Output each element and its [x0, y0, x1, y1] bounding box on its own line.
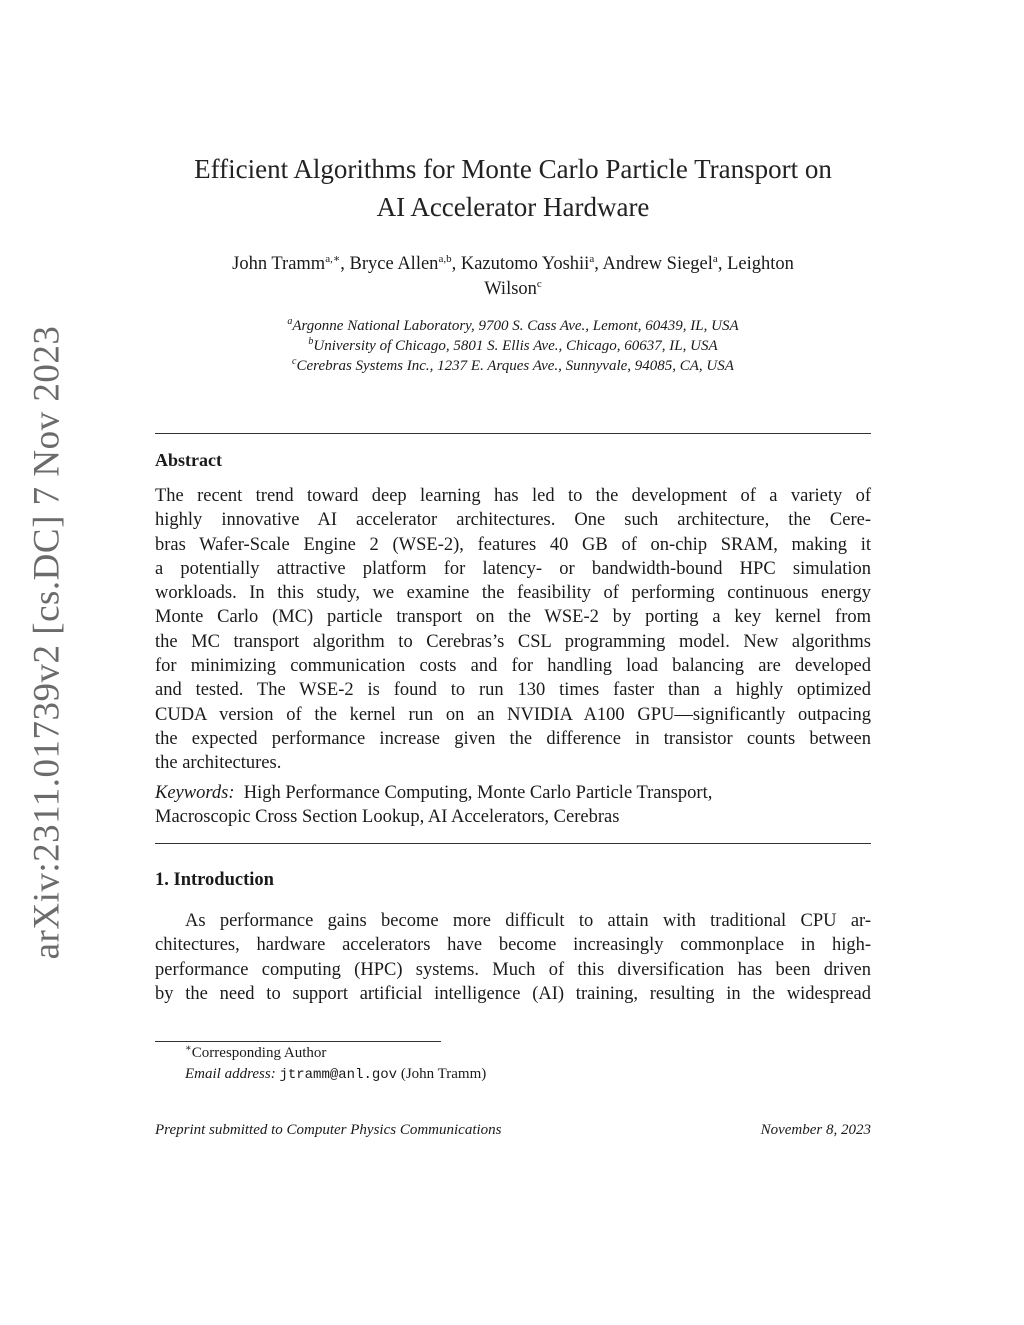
abstract-line: a potentially attractive platform for latency- or bandwidth-bound HPC simulation — [155, 558, 871, 579]
affiliation-item — [155, 316, 871, 336]
introduction-line: chitectures, hardware accelerators have become increasingly commonplace in high- — [155, 935, 871, 956]
footnote-corresponding — [185, 1043, 486, 1064]
email-address-link[interactable]: jtramm@anl.gov — [279, 1067, 398, 1083]
author-name: Leighton — [727, 254, 794, 274]
email-label: Email address: — [185, 1066, 276, 1082]
author-affiliation-mark: a,∗ — [325, 252, 341, 265]
affiliation-mark: b — [308, 336, 314, 347]
abstract-line: CUDA version of the kernel run on an NVIDIA A100 GPU—significantly outpacing — [155, 704, 871, 725]
abstract-heading: Abstract — [155, 450, 222, 470]
introduction-line: As performance gains become more difficult to attain with traditional CPU ar- — [185, 911, 871, 931]
abstract-line: the MC transport algorithm to Cerebras’s CSL programming model. New algorithms — [155, 631, 871, 652]
footer-date: November 8, 2023 — [760, 1122, 871, 1138]
introduction-body — [155, 909, 871, 1006]
author-name: John Tramm — [232, 254, 326, 274]
abstract-line: for minimizing communication costs and for handling load balancing are developed — [155, 656, 871, 677]
footnote-rule — [155, 1041, 441, 1042]
affiliation-item — [155, 336, 871, 356]
author-name: Kazutomo Yoshii — [460, 254, 590, 274]
abstract-line: the expected performance increase given the difference in transistor counts between — [155, 728, 871, 749]
abstract-body — [155, 484, 871, 776]
author-affiliation-mark: a — [589, 252, 595, 265]
affiliation-item — [155, 356, 871, 376]
keywords-text: Macroscopic Cross Section Lookup, AI Accelerators, Cerebras — [155, 807, 620, 828]
keywords-text: High Performance Computing, Monte Carlo Particle Transport, — [243, 783, 713, 803]
abstract-line: the architectures. — [155, 753, 282, 774]
affiliation-list — [155, 316, 871, 376]
abstract-line: and tested. The WSE-2 is found to run 130 times faster than a highly optimized — [155, 680, 871, 701]
author-name: Andrew Siegel — [602, 254, 713, 274]
abstract-line: highly innovative AI accelerator architectures. One such architecture, the Cere- — [155, 510, 871, 531]
introduction-line: by the need to support artificial intelligence (AI) training, resulting in the widespread — [155, 983, 871, 1004]
abstract-line: workloads. In this study, we examine the feasibility of performing continuous energy — [155, 583, 871, 604]
email-owner: (John Tramm) — [400, 1066, 487, 1082]
author-affiliation-mark: a — [712, 252, 718, 265]
footnote-corresponding-text: Corresponding Author — [191, 1045, 327, 1061]
affiliation-mark: a — [287, 316, 293, 327]
affiliation-text: Argonne National Laboratory, 9700 S. Cass Ave., Lemont, 60439, IL, USA — [292, 318, 739, 334]
footnote-email — [185, 1064, 486, 1086]
paper-title — [155, 150, 871, 226]
author-list: John Tramm$^{a,∗}$, Bryce Allen$^{a,b}$, Kazutomo Yoshii$^a$, Andrew Siegel$^a$, Leighton Wilson$^c$ — [232, 252, 794, 299]
keywords-label: Keywords: — [155, 783, 235, 803]
keywords-line — [155, 781, 871, 805]
author-affiliation-mark: a,b — [438, 252, 452, 265]
abstract-line: bras Wafer-Scale Engine 2 (WSE-2), features 40 GB of on-chip SRAM, making it — [155, 534, 871, 555]
affiliation-text: University of Chicago, 5801 S. Ellis Ave., Chicago, 60637, IL, USA — [313, 338, 718, 354]
abstract-line: Monte Carlo (MC) particle transport on the WSE-2 by porting a key kernel from — [155, 607, 871, 628]
footnote-mark: ∗ — [185, 1043, 192, 1054]
arxiv-identifier-text: arXiv:2311.01739v2 [cs.DC] 7 Nov 2023 — [26, 325, 68, 960]
section-heading-introduction: 1. Introduction — [155, 870, 274, 890]
abstract-line: The recent trend toward deep learning has led to the development of a variety of — [155, 486, 871, 506]
footer-preprint-note: Preprint submitted to Computer Physics Communications — [155, 1122, 502, 1138]
abstract-bottom-rule — [155, 843, 871, 844]
arxiv-identifier-stamp — [24, 325, 70, 960]
keywords-block — [155, 781, 871, 830]
affiliation-mark: c — [292, 356, 297, 367]
abstract-top-rule — [155, 433, 871, 434]
footnote — [185, 1043, 486, 1086]
paper-title-line-2: AI Accelerator Hardware — [376, 192, 650, 222]
author-name: Wilson — [484, 279, 537, 299]
introduction-line: performance computing (HPC) systems. Much of this diversification has been driven — [155, 959, 871, 980]
author-affiliation-mark: c — [536, 277, 542, 290]
author-name: Bryce Allen — [349, 254, 439, 274]
affiliation-text: Cerebras Systems Inc., 1237 E. Arques Ave., Sunnyvale, 94085, CA, USA — [296, 358, 734, 374]
paper-title-line-1: Efficient Algorithms for Monte Carlo Particle Transport on — [194, 154, 832, 184]
